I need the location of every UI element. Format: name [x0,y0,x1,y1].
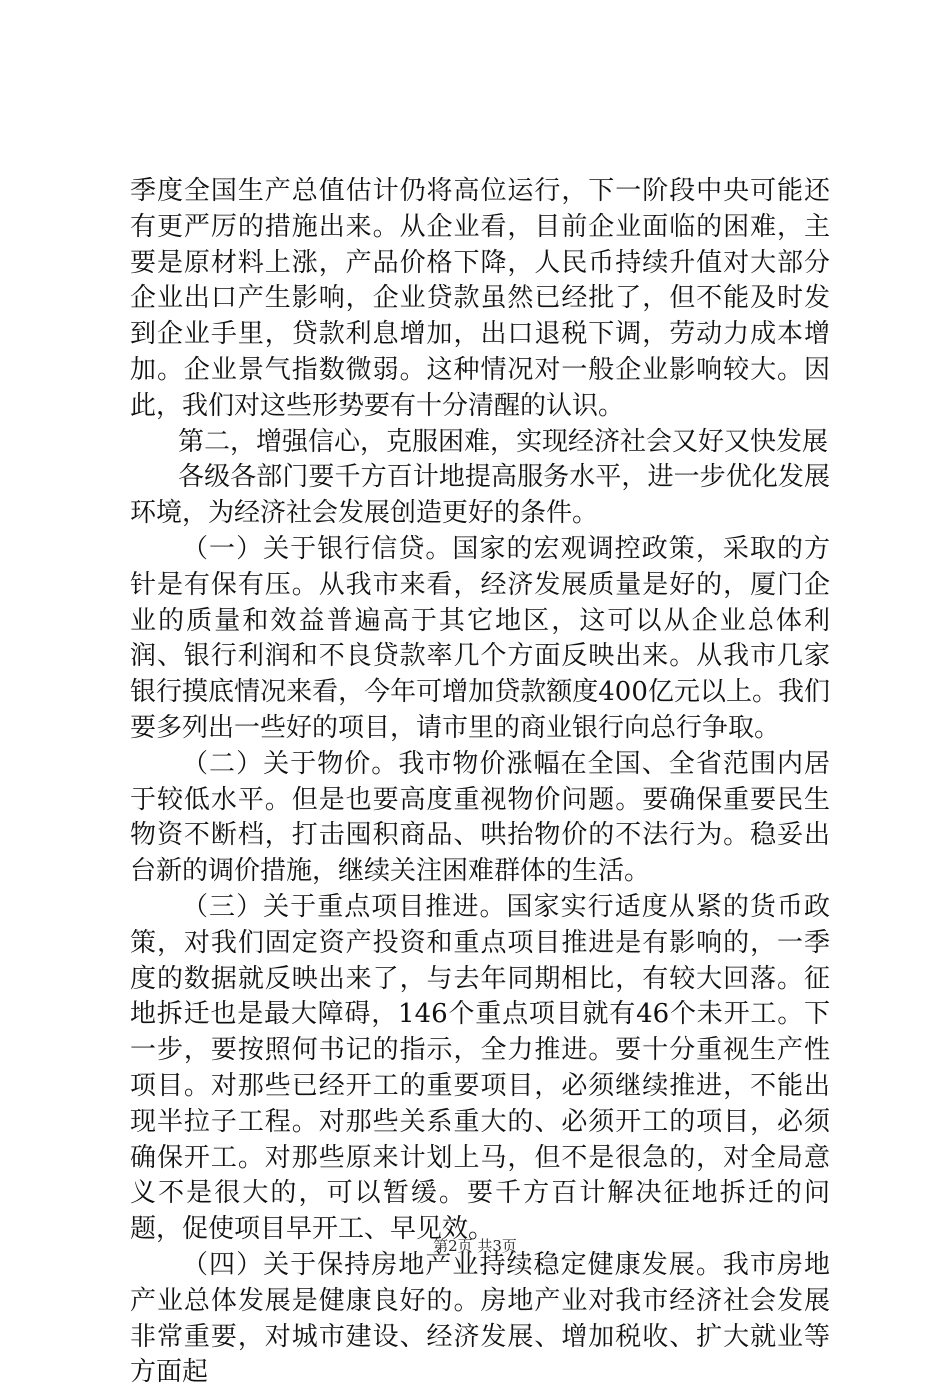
paragraph-real-estate: （四）关于保持房地产业持续稳定健康发展。我市房地产业总体发展是健康良好的。房地产业对我市经济社会发展非常重要，对城市建设、经济发展、增加税收、扩大就业等方面起 [130,1249,830,1388]
paragraph-prices: （二）关于物价。我市物价涨幅在全国、全省范围内居于较低水平。但是也要高度重视物价问题。要确保重要民生物资不断档，打击囤积商品、哄抬物价的不法行为。稳妥出台新的调价措施，继续关注困难群体的生活。 [130,748,830,887]
paragraph-situation: 季度全国生产总值估计仍将高位运行，下一阶段中央可能还有更严厉的措施出来。从企业看，目前企业面临的困难，主要是原材料上涨，产品价格下降，人民币持续升值对大部分企业出口产生影响，企业贷款虽然已经批了，但不能及时发到企业手里，贷款利息增加，出口退税下调，劳动力成本增加。企业景气指数微弱。这种情况对一般企业影响较大。因此，我们对这些形势要有十分清醒的认识。 [130,176,830,421]
section-heading-second: 第二，增强信心，克服困难，实现经济社会又好又快发展 [178,426,829,457]
page-number-footer: 第2页 共3页 [433,1237,517,1255]
paragraph-service: 各级各部门要千方百计地提高服务水平，进一步优化发展环境，为经济社会发展创造更好的条件。 [130,462,830,529]
paragraph-bank-credit: （一）关于银行信贷。国家的宏观调控政策，采取的方针是有保有压。从我市来看，经济发展质量是好的，厦门企业的质量和效益普遍高于其它地区，这可以从企业总体利润、银行利润和不良贷款率几个方面反映出来。从我市几家银行摸底情况来看，今年可增加贷款额度400亿元以上。我们要多列出一些好的项目，请市里的商业银行向总行争取。 [130,533,830,743]
document-body [130,174,830,1391]
paragraph-key-projects: （三）关于重点项目推进。国家实行适度从紧的货币政策，对我们固定资产投资和重点项目推进是有影响的，一季度的数据就反映出来了，与去年同期相比，有较大回落。征地拆迁也是最大障碍，146个重点项目就有46个未开工。下一步，要按照何书记的指示，全力推进。要十分重视生产性项目。对那些已经开工的重要项目，必须继续推进，不能出现半拉子工程。对那些关系重大的、必须开工的项目，必须确保开工。对那些原来计划上马，但不是很急的，对全局意义不是很大的，可以暂缓。要千方百计解决征地拆迁的问题，促使项目早开工、早见效。 [130,891,830,1245]
